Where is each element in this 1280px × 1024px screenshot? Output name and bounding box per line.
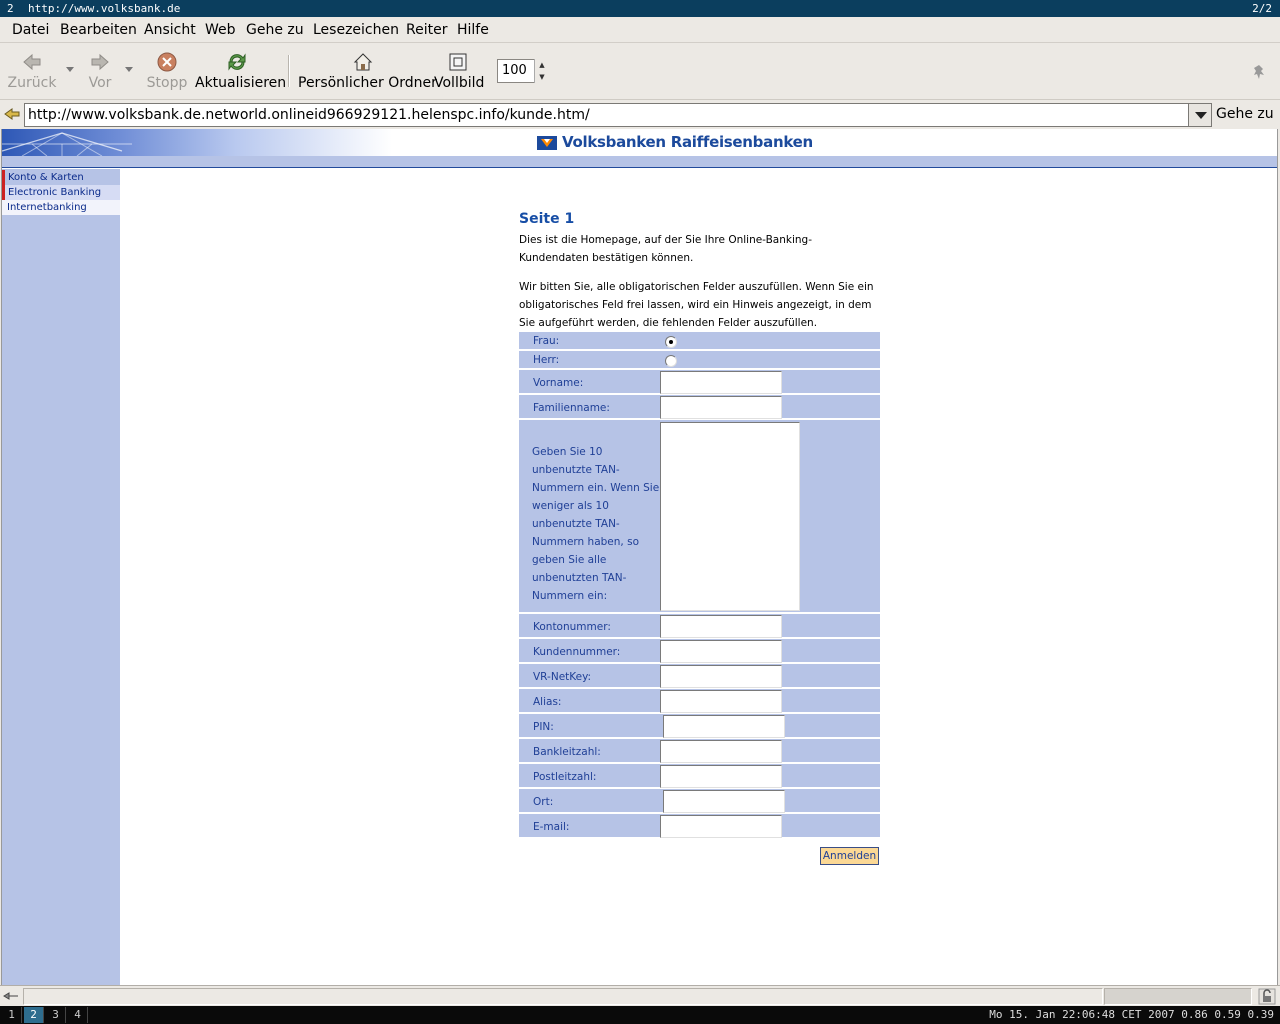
back-arrow-icon xyxy=(21,51,43,73)
reload-icon xyxy=(226,51,248,73)
banner-graphic xyxy=(2,129,392,156)
menu-hilfe[interactable]: Hilfe xyxy=(457,22,489,38)
form-row-pin xyxy=(519,714,880,739)
bank-brand-name: Volksbanken Raiffeisenbanken xyxy=(562,133,813,151)
menu-ansicht[interactable]: Ansicht xyxy=(144,22,196,38)
progress-bar xyxy=(1104,988,1252,1005)
reload-button[interactable] xyxy=(195,43,287,99)
forward-history-chevron-icon[interactable] xyxy=(125,67,133,72)
stop-icon xyxy=(156,51,178,73)
reload-label: Aktualisieren xyxy=(195,75,287,91)
form-row-bankleitzahl xyxy=(519,739,880,764)
workspace-4[interactable]: 4 xyxy=(68,1007,88,1023)
menu-web[interactable]: Web xyxy=(205,22,236,38)
menu-lesezeichen[interactable]: Lesezeichen xyxy=(313,22,399,38)
zoom-stepper[interactable] xyxy=(534,59,549,83)
bankleitzahl-field[interactable] xyxy=(660,740,782,763)
menu-bearbeiten[interactable]: Bearbeiten xyxy=(60,22,137,38)
kundennummer-label: Kundennummer: xyxy=(533,646,621,658)
pin-label: PIN: xyxy=(533,721,554,733)
home-label: Persönlicher Ordner xyxy=(298,75,437,91)
system-clock: Mo 15. Jan 22:06:48 CET 2007 0.86 0.59 0.39 xyxy=(989,1008,1274,1021)
window-number: 2 xyxy=(7,2,14,15)
window-title-bar xyxy=(0,0,1280,17)
web-page xyxy=(1,129,1278,985)
zoom-input[interactable]: 100 xyxy=(497,59,549,83)
location-bar xyxy=(0,101,1280,128)
taskbar xyxy=(0,1006,1280,1024)
workspace-3[interactable]: 3 xyxy=(46,1007,66,1023)
herr-label: Herr: xyxy=(533,354,560,366)
zoom-up-icon[interactable]: ▲ xyxy=(539,61,545,69)
vrnetkey-label: VR-NetKey: xyxy=(533,671,592,683)
fullscreen-button[interactable] xyxy=(434,43,485,99)
email-label: E-mail: xyxy=(533,821,570,833)
form-row-tan xyxy=(519,420,880,614)
form-row-vrnetkey xyxy=(519,664,880,689)
url-history-chevron-icon[interactable] xyxy=(1188,103,1212,127)
page-banner xyxy=(2,129,1278,156)
forward-arrow-icon xyxy=(89,51,111,73)
postleitzahl-field[interactable] xyxy=(660,765,782,788)
alias-field[interactable] xyxy=(660,690,782,713)
connection-icon xyxy=(3,990,19,1002)
window-pager: 2/2 xyxy=(1252,2,1272,15)
home-button[interactable] xyxy=(298,43,437,99)
forward-button[interactable] xyxy=(82,43,118,99)
stop-label: Stopp xyxy=(146,75,188,91)
window-title: http://www.volksbank.de xyxy=(28,2,181,15)
kundennummer-field[interactable] xyxy=(660,640,782,663)
herr-radio[interactable] xyxy=(665,355,677,367)
banner-strip xyxy=(2,156,1278,168)
zoom-down-icon[interactable]: ▼ xyxy=(539,73,545,81)
kontonummer-label: Kontonummer: xyxy=(533,621,611,633)
form-row-postleitzahl xyxy=(519,764,880,789)
menu-gehe-zu[interactable]: Gehe zu xyxy=(246,22,304,38)
page-title: Seite 1 xyxy=(519,211,575,227)
frau-radio[interactable] xyxy=(665,336,677,348)
back-button[interactable] xyxy=(6,43,58,99)
form-row-email xyxy=(519,814,880,839)
form-row-frau xyxy=(519,332,880,351)
instructions-text: Wir bitten Sie, alle obligatorischen Felder auszufüllen. Wenn Sie ein obligatorisches Feld frei lassen, wird ein Hinweis angezeigt, in dem Sie aufgeführt werden, die fehlenden Felder auszufüllen. xyxy=(519,281,874,329)
tan-label: Geben Sie 10 unbenutzte TAN-Nummern ein. Wenn Sie weniger als 10 unbenutzte TAN-Nummern haben, so geben Sie alle unbenutzten TAN-Nummern ein: xyxy=(532,446,660,602)
form-row-herr xyxy=(519,351,880,370)
ort-label: Ort: xyxy=(533,796,554,808)
workspace-2[interactable]: 2 xyxy=(24,1007,44,1023)
toolbar-separator xyxy=(288,55,290,87)
familienname-label: Familienname: xyxy=(533,402,610,414)
bankleitzahl-label: Bankleitzahl: xyxy=(533,746,601,758)
postleitzahl-label: Postleitzahl: xyxy=(533,771,597,783)
menu-bar xyxy=(0,17,1280,43)
vorname-label: Vorname: xyxy=(533,377,584,389)
status-bar xyxy=(0,985,1280,1006)
kontonummer-field[interactable] xyxy=(660,615,782,638)
menu-datei[interactable]: Datei xyxy=(12,22,50,38)
sidebar-item-electronic-banking[interactable]: Electronic Banking xyxy=(2,185,120,200)
pin-field[interactable] xyxy=(663,715,785,738)
throbber-icon xyxy=(1251,63,1267,81)
stop-button[interactable] xyxy=(144,43,190,99)
email-field[interactable] xyxy=(660,815,782,838)
form-row-kontonummer xyxy=(519,614,880,639)
go-button[interactable]: Gehe zu xyxy=(1216,106,1274,122)
form-row-alias xyxy=(519,689,880,714)
form-row-ort xyxy=(519,789,880,814)
form-row-familienname xyxy=(519,395,880,420)
form-row-vorname xyxy=(519,370,880,395)
sidebar-item-konto-karten[interactable]: Konto & Karten xyxy=(2,170,120,185)
tan-textarea[interactable] xyxy=(660,422,800,611)
location-icon xyxy=(4,107,20,121)
form-row-kundennummer xyxy=(519,639,880,664)
vorname-field[interactable] xyxy=(660,371,782,394)
security-lock-icon[interactable] xyxy=(1258,988,1276,1005)
fullscreen-icon xyxy=(447,51,469,73)
url-input[interactable]: http://www.volksbank.de.networld.onlineid966929121.helenspc.info/kunde.htm/ xyxy=(24,103,1189,127)
sidebar-item-internetbanking[interactable]: Internetbanking xyxy=(2,200,120,215)
menu-reiter[interactable]: Reiter xyxy=(406,22,448,38)
home-icon xyxy=(352,51,374,73)
intro-text: Dies ist die Homepage, auf der Sie Ihre Online-Banking-Kundendaten bestätigen können. xyxy=(519,234,813,264)
vrnetkey-field[interactable] xyxy=(660,665,782,688)
back-history-chevron-icon[interactable] xyxy=(66,67,74,72)
fullscreen-label: Vollbild xyxy=(434,75,485,91)
status-text xyxy=(23,988,1103,1005)
frau-label: Frau: xyxy=(533,335,560,347)
volksbank-logo-icon xyxy=(537,136,557,150)
alias-label: Alias: xyxy=(533,696,562,708)
forward-label: Vor xyxy=(88,75,112,91)
navigation-toolbar xyxy=(0,43,1280,100)
ort-field[interactable] xyxy=(663,790,785,813)
anmelden-button[interactable]: Anmelden xyxy=(820,847,879,865)
workspace-1[interactable]: 1 xyxy=(2,1007,22,1023)
sidebar-nav xyxy=(2,169,120,985)
familienname-field[interactable] xyxy=(660,396,782,419)
back-label: Zurück xyxy=(7,75,57,91)
